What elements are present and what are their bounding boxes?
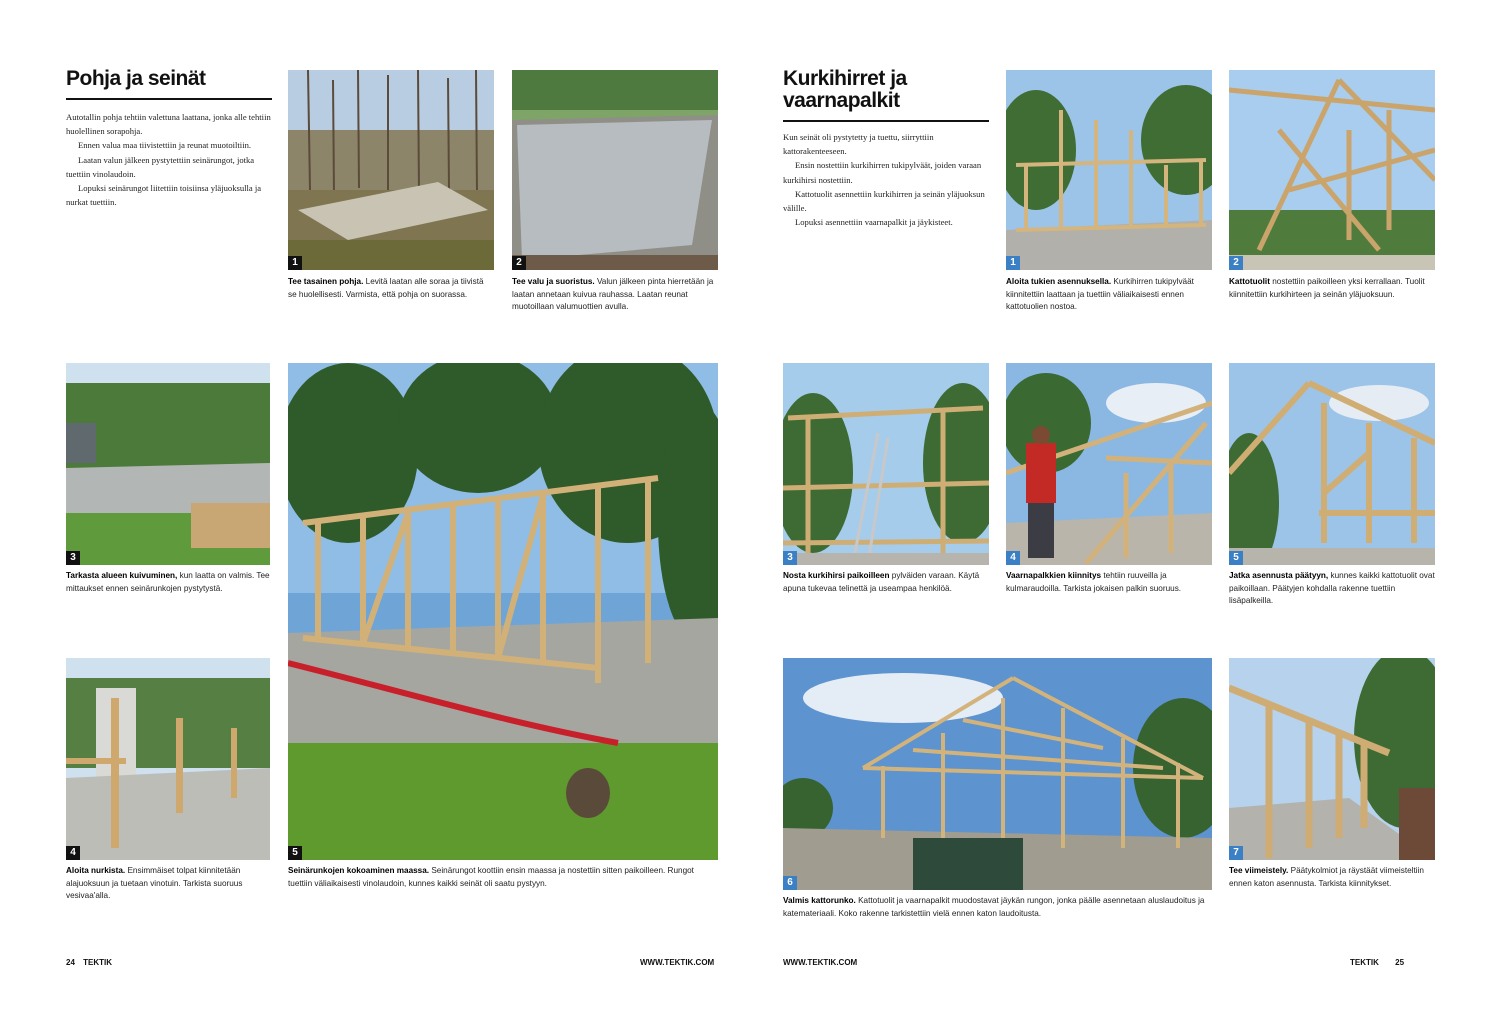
caption-r4: [1006, 570, 1212, 595]
caption-text: Levitä laatan alle soraa ja tiivistä se huolellisesti. Varmista, että pohja on suorassa.: [288, 277, 484, 299]
right-intro-paragraph: Kattotuolit asennettiin kurkihirren ja seinän yläjuoksun välille.: [783, 188, 985, 214]
caption-4: [66, 865, 270, 903]
photo-eaves-detail: [1229, 658, 1435, 860]
photo-number: 1: [288, 256, 302, 270]
caption-lead: Tee viimeistely.: [1229, 866, 1289, 875]
caption-r7: [1229, 865, 1435, 890]
photo-number: 7: [1229, 846, 1243, 860]
photo-number: 5: [288, 846, 302, 860]
caption-lead: Jatka asennusta päätyyn,: [1229, 571, 1329, 580]
right-heading: Kurkihirret ja vaarnapalkit: [783, 67, 907, 112]
left-intro-paragraph: Laatan valun jälkeen pystytettiin seinärungot, jotka tuettiin vinolaudoin.: [66, 154, 255, 179]
photo-number: 1: [1006, 256, 1020, 270]
caption-text: tehtiin ruuveilla ja kulmaraudoilla. Tarkista jokaisen palkin suoruus.: [1006, 571, 1182, 593]
left-intro-paragraph: Lopuksi seinärungot liitettiin toisiinsa yläjuoksulla ja nurkat tuettiin.: [66, 183, 262, 208]
caption-r1: [1006, 276, 1212, 314]
magazine-name: TEKTIK: [1350, 958, 1379, 967]
left-intro-paragraph: Ennen valua maa tiivistettiin ja reunat muotoiltiin.: [78, 140, 252, 151]
left-heading: Pohja ja seinät: [66, 67, 206, 90]
caption-3: [66, 570, 270, 595]
caption-text: Päätykolmiot ja räystäät viimeisteltiin ennen katon asennusta. Tarkista kiinnitykset.: [1229, 866, 1424, 888]
caption-text: Ensimmäiset tolpat kiinnitetään alajuoksuun ja tuetaan vinotuin. Tarkista suoruus vesivaa'alla.: [66, 866, 243, 901]
photo-roof-trusses: [1229, 70, 1435, 270]
photo-number: 2: [1229, 256, 1243, 270]
photo-wall-frame: [288, 363, 718, 860]
caption-text: Kattotuolit ja vaarnapalkit muodostavat jäykän rungon, jonka päälle asennetaan aluslaudoitus ja katemateriaali. Koko rakenne tarkistettiin vielä ennen katon laudoitusta.: [783, 896, 1205, 918]
photo-number: 6: [783, 876, 797, 890]
left-folio: [66, 958, 112, 967]
photo-number: 4: [66, 846, 80, 860]
photo-concrete-slab: [512, 70, 718, 270]
caption-text: Kurkihirren tukipylväät kiinnitettiin laattaan ja tuettiin väliaikaisesti ennen kattotuolien nostoa.: [1006, 277, 1194, 312]
caption-lead: Tee tasainen pohja.: [288, 277, 364, 286]
photo-number: 4: [1006, 551, 1020, 565]
magazine-name: TEKTIK: [83, 958, 113, 967]
photo-ridge-beam: [783, 363, 989, 565]
caption-2: [512, 276, 718, 314]
right-intro-paragraph: Kun seinät oli pystytetty ja tuettu, siirryttiin kattorakenteeseen.: [783, 132, 934, 157]
left-url: WWW.TEKTIK.COM: [640, 958, 715, 967]
photo-gravel-base: [288, 70, 494, 270]
caption-text: kun laatta on valmis. Tee mittaukset ennen seinärunkojen pystytystä.: [66, 571, 270, 593]
caption-lead: Valmis kattorunko.: [783, 896, 856, 905]
left-intro-paragraph: Autotallin pohja tehtiin valettuna laattana, jonka alle tehtiin huolellinen sorapohja.: [66, 112, 271, 137]
photo-number: 3: [783, 551, 797, 565]
caption-text: kunnes kaikki kattotuolit ovat paikoillaan. Päätyjen kohdalla rakenne tuettiin lisäpalkeilla.: [1229, 571, 1435, 606]
right-folio: [1350, 958, 1404, 967]
caption-text: Valun jälkeen pinta hierretään ja laatan annetaan kuivua rauhassa. Laatan reunat muotoillaan valumuottien avulla.: [512, 277, 714, 312]
caption-lead: Tarkasta alueen kuivuminen,: [66, 571, 178, 580]
photo-support-posts: [1006, 70, 1212, 270]
caption-5: [288, 865, 718, 890]
caption-lead: Tee valu ja suoristus.: [512, 277, 595, 286]
right-url: WWW.TEKTIK.COM: [783, 958, 858, 967]
right-intro-paragraph: Ensin nostettiin kurkihirren tukipylväät, joiden varaan kurkihirsi nostettiin.: [783, 160, 982, 185]
caption-r6: [783, 895, 1212, 920]
right-intro-paragraph: Lopuksi asennettiin vaarnapalkit ja jäykisteet.: [795, 217, 953, 228]
caption-r5: [1229, 570, 1435, 608]
page-number: 24: [66, 958, 75, 967]
caption-r2: [1229, 276, 1435, 301]
caption-text: Seinärungot koottiin ensin maassa ja nostettiin sitten paikoilleen. Rungot tuettiin väliaikaisesti vinolaudoin, kunnes kaikki seinät oli saatu pystyyn.: [288, 866, 694, 888]
photo-corner-posts: [66, 658, 270, 860]
photo-number: 2: [512, 256, 526, 270]
caption-lead: Aloita nurkista.: [66, 866, 126, 875]
photo-number: 3: [66, 551, 80, 565]
photo-finished-roof-frame: [783, 658, 1212, 890]
caption-1: [288, 276, 494, 301]
right-intro: [783, 130, 989, 229]
caption-lead: Seinärunkojen kokoaminen maassa.: [288, 866, 430, 875]
caption-lead: Aloita tukien asennuksella.: [1006, 277, 1112, 286]
caption-text: nostettiin paikoilleen yksi kerrallaan. Tuolit kiinnitettiin kurkihirteen ja seinän yläjuoksuun.: [1229, 277, 1425, 299]
left-heading-rule: [66, 98, 272, 100]
page-number: 25: [1395, 958, 1405, 967]
caption-lead: Nosta kurkihirsi paikoilleen: [783, 571, 890, 580]
caption-lead: Vaarnapalkkien kiinnitys: [1006, 571, 1102, 580]
photo-lifting-beam: [1006, 363, 1212, 565]
photo-number: 5: [1229, 551, 1243, 565]
caption-r3: [783, 570, 989, 595]
photo-gable-end: [1229, 363, 1435, 565]
right-heading-rule: [783, 120, 989, 122]
caption-lead: Kattotuolit: [1229, 277, 1270, 286]
photo-slab-lumber: [66, 363, 270, 565]
left-intro: [66, 110, 272, 209]
caption-text: pylväiden varaan. Käytä apuna tukevaa telinettä ja useampaa henkilöä.: [783, 571, 980, 593]
